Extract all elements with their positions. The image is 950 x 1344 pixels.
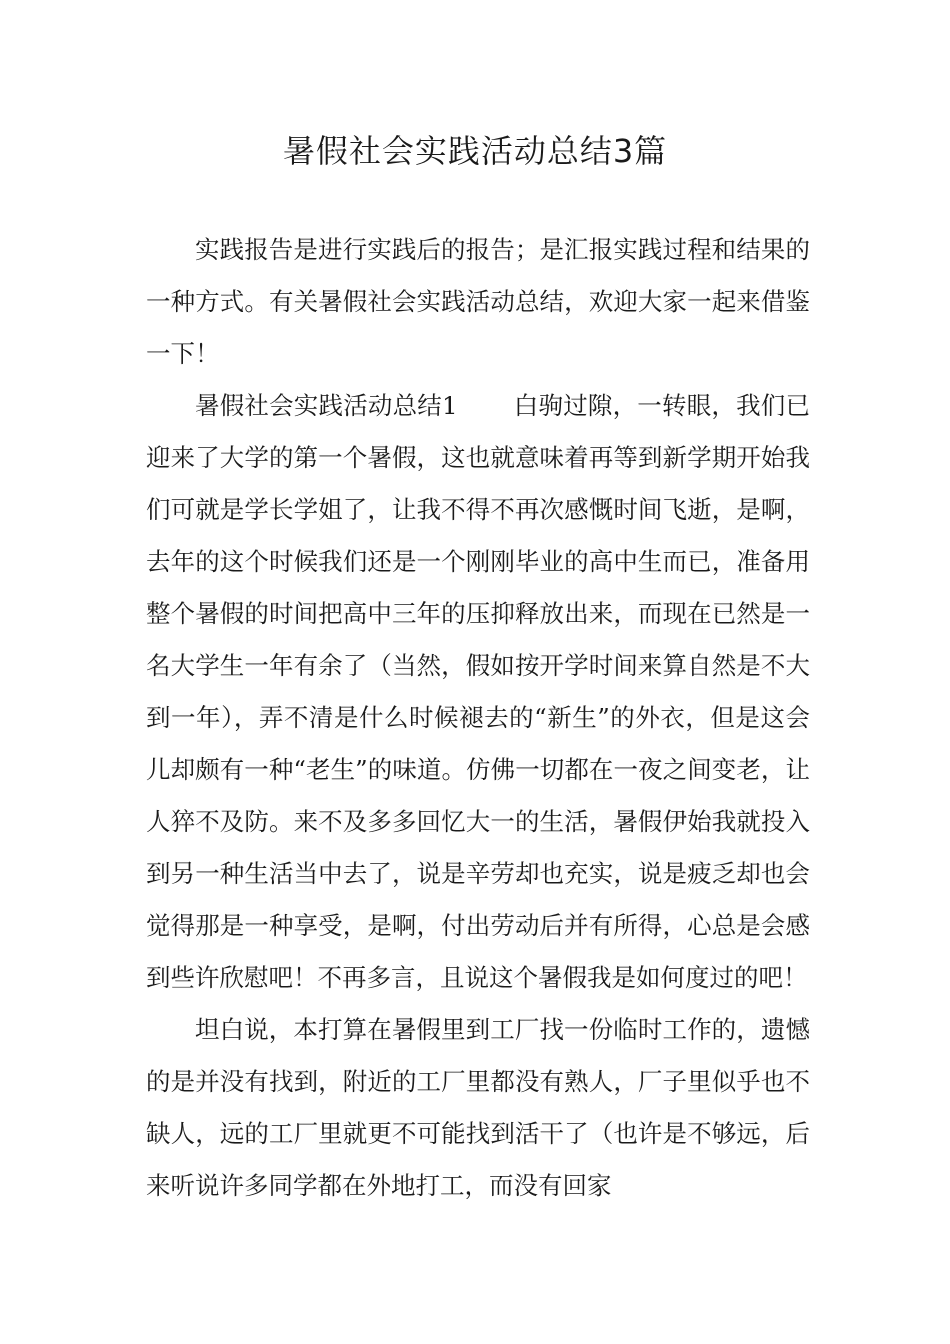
section1-paragraph xyxy=(146,380,810,1004)
section1-heading: 暑假社会实践活动总结1 xyxy=(195,391,458,420)
section1-body: 白驹过隙，一转眼，我们已迎来了大学的第一个暑假，这也就意味着再等到新学期开始我们可就是学长学姐了，让我不得不再次感慨时间飞逝，是啊，去年的这个时候我们还是一个刚刚毕业的高中生而已，准备用整个暑假的时间把高中三年的压抑释放出来，而现在已然是一名大学生一年有余了（当然，假如按开学时间来算自然是不大到一年），弄不清是什么时候褪去的“新生”的外衣，但是这会儿却颇有一种“老生”的味道。仿佛一切都在一夜之间变老，让人猝不及防。来不及多多回忆大一的生活，暑假伊始我就投入到另一种生活当中去了，说是辛劳却也充实，说是疲乏却也会觉得那是一种享受，是啊，付出劳动后并有所得，心总是会感到些许欣慰吧！不再多言，且说这个暑假我是如何度过的吧！ xyxy=(146,391,810,992)
document-title: 暑假社会实践活动总结3篇 xyxy=(282,132,668,170)
paragraph-3: 坦白说，本打算在暑假里到工厂找一份临时工作的，遗憾的是并没有找到，附近的工厂里都没有熟人，厂子里似乎也不缺人，远的工厂里就更不可能找到活干了（也许是不够远，后来听说许多同学都在外地打工，而没有回家 xyxy=(146,1015,810,1200)
document-body xyxy=(146,224,810,1212)
intro-paragraph: 实践报告是进行实践后的报告；是汇报实践过程和结果的一种方式。有关暑假社会实践活动总结，欢迎大家一起来借鉴一下！ xyxy=(146,235,810,368)
